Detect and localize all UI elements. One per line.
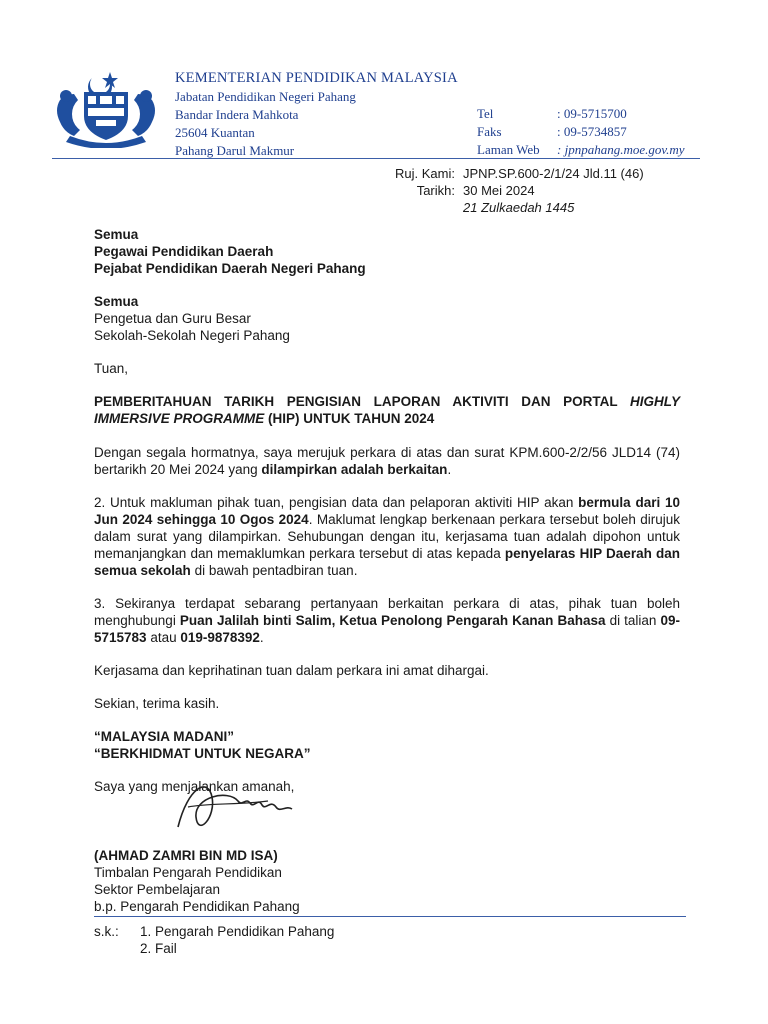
coat-of-arms-logo <box>52 70 160 148</box>
letter-body <box>94 226 680 957</box>
signer-on-behalf: b.p. Pengarah Pendidikan Pahang <box>94 899 300 914</box>
hijri-row <box>377 199 644 216</box>
cc-item: 2. Fail <box>140 941 177 956</box>
motto-line: “BERKHIDMAT UNTUK NEGARA” <box>94 746 311 761</box>
contact-web <box>477 141 685 159</box>
motto-line: “MALAYSIA MADANI” <box>94 729 235 744</box>
recipient-line: Sekolah-Sekolah Negeri Pahang <box>94 328 290 343</box>
contact-fax <box>477 123 685 141</box>
paragraph-1: Dengan segala hormatnya, saya merujuk perkara di atas dan surat KPM.600-2/2/56 JLD14 (74) bertarikh 20 Mei 2024 yang dilampirkan adalah berkaitan. <box>94 445 680 477</box>
paragraph-2: 2. Untuk makluman pihak tuan, pengisian data dan pelaporan aktiviti HIP akan bermula dari 10 Jun 2024 sehingga 10 Ogos 2024. Maklumat lengkap berkenaan perkara tersebut boleh dirujuk dalam surat yang dilampirkan. Sehubungan dengan itu, kerjasama tuan adalah dipohon untuk memanjangkan dan memaklumkan perkara tersebut di atas kepada penyelaras HIP Daerah dan semua sekolah di bawah pentadbiran tuan. <box>94 495 681 578</box>
contact-label: Faks <box>477 124 502 139</box>
recipient-line: Pegawai Pendidikan Daerah <box>94 244 274 259</box>
salutation: Tuan, <box>94 361 129 376</box>
ministry-name: KEMENTERIAN PENDIDIKAN MALAYSIA <box>175 70 458 86</box>
contact-web-value: : jpnpahang.moe.gov.my <box>557 142 685 157</box>
cc-block <box>94 923 680 957</box>
letterhead-contacts <box>477 105 685 159</box>
letter-subject: PEMBERITAHUAN TARIKH PENGISIAN LAPORAN AKTIVITI DAN PORTAL HIGHLY IMMERSIVE PROGRAMME (HIP) UNTUK TAHUN 2024 <box>94 394 680 426</box>
motto-block <box>94 728 680 762</box>
address-line: Bandar Indera Mahkota <box>175 107 299 122</box>
header-divider <box>52 158 700 159</box>
cc-item: 1. Pengarah Pendidikan Pahang <box>140 924 335 939</box>
footer-divider <box>94 916 686 917</box>
contact-tel <box>477 105 685 123</box>
cc-label: s.k.: <box>94 924 119 939</box>
recipient-line: Semua <box>94 294 139 309</box>
recipient-block <box>94 293 680 344</box>
closing: Sekian, terima kasih. <box>94 696 220 711</box>
contact-value: : 09-5734857 <box>557 124 627 139</box>
signature-image <box>168 767 298 845</box>
contact-label: Laman Web <box>477 142 540 157</box>
hijri-date: 21 Zulkaedah 1445 <box>463 200 575 215</box>
paragraph-4: Kerjasama dan keprihatinan tuan dalam perkara ini amat dihargai. <box>94 663 489 678</box>
recipient-line: Pejabat Pendidikan Daerah Negeri Pahang <box>94 261 366 276</box>
address-line: 25604 Kuantan <box>175 125 255 140</box>
signer-sector: Sektor Pembelajaran <box>94 882 221 897</box>
contact-label: Tel <box>477 106 494 121</box>
recipient-line: Pengetua dan Guru Besar <box>94 311 251 326</box>
date-label: Tarikh: <box>416 183 455 198</box>
address-line: Jabatan Pendidikan Negeri Pahang <box>175 89 356 104</box>
recipient-line: Semua <box>94 227 139 242</box>
date-value: 30 Mei 2024 <box>463 183 535 198</box>
contact-value: : 09-5715700 <box>557 106 627 121</box>
reference-block <box>377 165 644 216</box>
paragraph-3: 3. Sekiranya terdapat sebarang pertanyaan berkaitan perkara di atas, pihak tuan boleh menghubungi Puan Jalilah binti Salim, Ketua Penolong Pengarah Kanan Bahasa di talian 09-5715783 atau 019-9878392. <box>94 596 680 645</box>
ref-label: Ruj. Kami: <box>395 166 455 181</box>
date-row <box>377 182 644 199</box>
amanah-line: Saya yang menjalankan amanah, <box>94 779 295 794</box>
address-line: Pahang Darul Makmur <box>175 143 295 158</box>
letterhead-address <box>175 88 356 160</box>
recipient-block <box>94 226 680 277</box>
ref-value: JPNP.SP.600-2/1/24 Jld.11 (46) <box>463 166 644 181</box>
signer-title: Timbalan Pengarah Pendidikan <box>94 865 282 880</box>
signer-name: (AHMAD ZAMRI BIN MD ISA) <box>94 848 278 863</box>
reference-row <box>377 165 644 182</box>
signature-area <box>94 795 680 847</box>
